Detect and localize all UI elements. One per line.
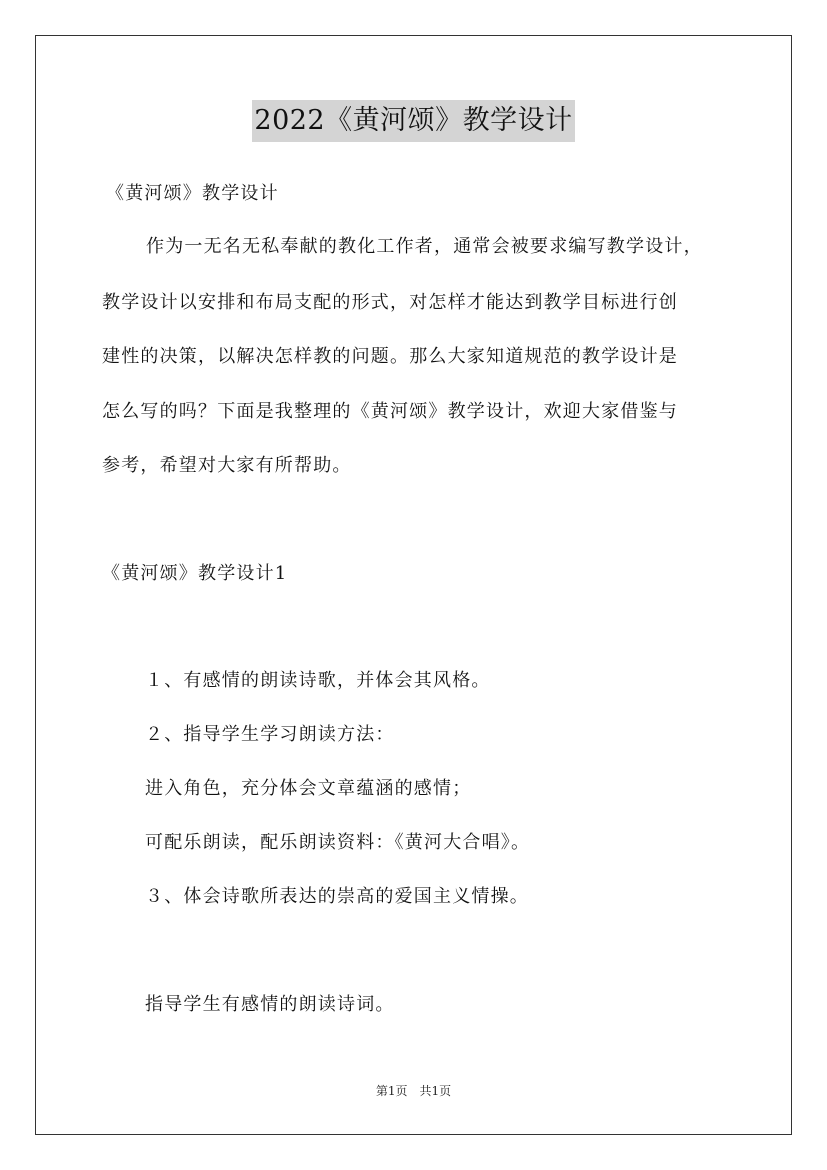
list-item: ２、指导学生学习朗读方法： xyxy=(145,724,395,745)
page-footer: 第1页 共1页 xyxy=(375,1084,452,1098)
intro-line: 作为一无名无私奉献的教化工作者，通常会被要求编写教学设计， xyxy=(146,236,703,257)
list-item: 进入角色，充分体会文章蕴涵的感情； xyxy=(145,778,472,799)
title-container xyxy=(0,100,827,142)
intro-line: 教学设计以安排和布局支配的形式，对怎样才能达到教学目标进行创 xyxy=(102,292,678,313)
intro-line: 建性的决策，以解决怎样教的问题。那么大家知道规范的教学设计是 xyxy=(102,346,678,367)
list-item: １、有感情的朗读诗歌，并体会其风格。 xyxy=(145,670,491,691)
section-heading: 《黄河颂》教学设计1 xyxy=(102,563,288,584)
closing-line: 指导学生有感情的朗读诗词。 xyxy=(145,994,395,1015)
intro-line: 参考，希望对大家有所帮助。 xyxy=(102,455,352,476)
document-subtitle: 《黄河颂》教学设计 xyxy=(106,183,279,204)
list-item: ３、体会诗歌所表达的崇高的爱国主义情操。 xyxy=(145,886,529,907)
intro-line: 怎么写的吗？下面是我整理的《黄河颂》教学设计，欢迎大家借鉴与 xyxy=(102,401,678,422)
list-item: 可配乐朗读，配乐朗读资料：《黄河大合唱》。 xyxy=(145,832,531,853)
document-title: 2022《黄河颂》教学设计 xyxy=(252,100,574,142)
